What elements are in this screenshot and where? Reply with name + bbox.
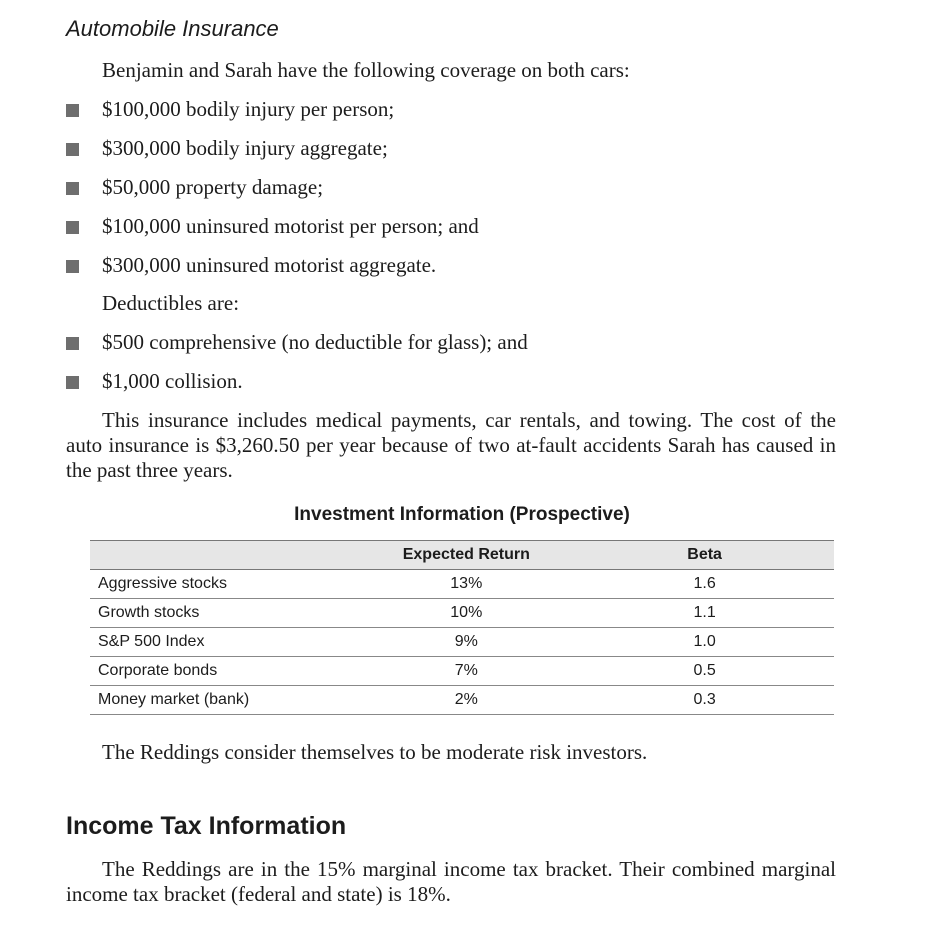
expected-return-cell: 7%: [357, 657, 575, 686]
beta-cell: 1.6: [575, 570, 834, 599]
square-bullet-icon: [66, 104, 79, 117]
deductibles-label: Deductibles are:: [102, 291, 240, 315]
expected-return-cell: 2%: [357, 686, 575, 715]
table-row: [90, 599, 834, 628]
expected-return-cell: 13%: [357, 570, 575, 599]
square-bullet-icon: [66, 221, 79, 234]
table-header-row: [90, 541, 834, 570]
table-row: [90, 628, 834, 657]
table-row: [90, 686, 834, 715]
expected-return-cell: 10%: [357, 599, 575, 628]
investment-closing-text: The Reddings consider themselves to be moderate risk investors.: [102, 740, 648, 764]
document-page: Automobile Insurance Benjamin and Sarah have the following coverage on both cars: $100,000 bodily injury per person; $300,000 bodily injury aggregate; $50,000 property damage; $100,000 uninsured motorist per person; and $300,000 uninsured motorist aggregate. Deductibles are: $500 comprehensive (no deductible for glass); and $1,000 collision. This insurance includes medical payments, car rentals, and towing. The cost of the auto insurance is $3,260.50 per year because of two at-fault accidents Sarah has caused in the past three years. Investment Information (Prospective) Expected Return Beta Aggressive stocks 13% 1.6 Growth stocks 10% 1.1 S&P 500 Index 9% 1.0 Corporate bonds 7% 0.5 Money market (bank) 2% 0.3 The Reddings consider themselves to be moderate risk investors. Income Tax Information The Reddings are in the 15% marginal income tax bracket. Their combined marginal income tax bracket (federal and state) is 18%.: [0, 0, 952, 942]
asset-cell: Aggressive stocks: [90, 570, 357, 599]
asset-cell: S&P 500 Index: [90, 628, 357, 657]
asset-cell: Growth stocks: [90, 599, 357, 628]
square-bullet-icon: [66, 260, 79, 273]
income-tax-paragraph: The Reddings are in the 15% marginal income tax bracket. Their combined marginal income tax bracket (federal and state) is 18%.: [66, 857, 836, 906]
auto-insurance-paragraph: This insurance includes medical payments, car rentals, and towing. The cost of the auto insurance is $3,260.50 per year because of two at-fault accidents Sarah has caused in the past three years.: [66, 408, 836, 482]
asset-cell: Corporate bonds: [90, 657, 357, 686]
square-bullet-icon: [66, 182, 79, 195]
table-row: [90, 657, 834, 686]
beta-cell: 0.3: [575, 686, 834, 715]
header-cell-expected-return: Expected Return: [357, 541, 575, 570]
square-bullet-icon: [66, 143, 79, 156]
header-cell-beta: Beta: [575, 541, 834, 570]
expected-return-cell: 9%: [357, 628, 575, 657]
beta-cell: 1.0: [575, 628, 834, 657]
header-cell-asset: [90, 541, 357, 570]
square-bullet-icon: [66, 376, 79, 389]
beta-cell: 1.1: [575, 599, 834, 628]
section-title-auto-insurance: Automobile Insurance: [66, 16, 279, 41]
investment-table: [90, 540, 834, 715]
square-bullet-icon: [66, 337, 79, 350]
table-row: [90, 570, 834, 599]
investment-table-title: Investment Information (Prospective): [294, 504, 630, 525]
asset-cell: Money market (bank): [90, 686, 357, 715]
section-title-income-tax: Income Tax Information: [66, 812, 347, 840]
coverage-intro: Benjamin and Sarah have the following coverage on both cars:: [102, 58, 630, 82]
beta-cell: 0.5: [575, 657, 834, 686]
